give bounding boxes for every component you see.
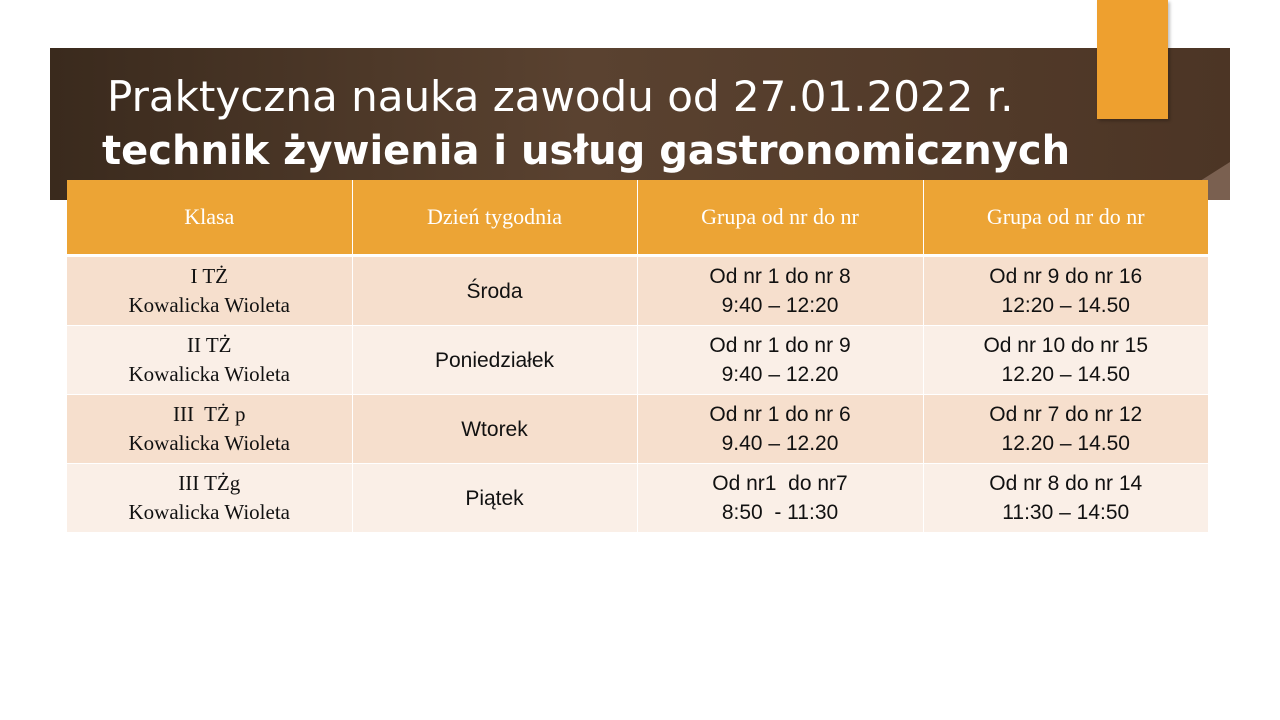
- header-group-1: Grupa od nr do nr: [637, 180, 923, 256]
- class-name: II TŻ: [186, 333, 232, 357]
- day-cell: Poniedziałek: [352, 326, 637, 395]
- table-header-row: [67, 180, 1208, 256]
- group-1-cell: [637, 326, 923, 395]
- header-group-2: Grupa od nr do nr: [923, 180, 1208, 256]
- group-time: 12.20 – 14.50: [1001, 432, 1130, 455]
- class-cell: [67, 395, 352, 464]
- group-time: 9.40 – 12.20: [721, 432, 839, 455]
- table-row: [67, 395, 1208, 464]
- class-cell: [67, 326, 352, 395]
- class-cell: [67, 256, 352, 326]
- day-cell: Wtorek: [352, 395, 637, 464]
- group-range: Od nr 10 do nr 15: [983, 334, 1149, 357]
- title-band: [50, 48, 1230, 200]
- table-row: [67, 326, 1208, 395]
- group-time: 9:40 – 12.20: [721, 363, 839, 386]
- group-range: Od nr 7 do nr 12: [989, 403, 1143, 426]
- group-1-cell: [637, 464, 923, 533]
- group-range: Od nr 1 do nr 9: [709, 334, 851, 357]
- teacher-name: Kowalicka Wioleta: [128, 362, 290, 386]
- group-2-cell: [923, 395, 1208, 464]
- group-time: 9:40 – 12:20: [721, 294, 839, 317]
- day-cell: Piątek: [352, 464, 637, 533]
- group-time: 12.20 – 14.50: [1001, 363, 1130, 386]
- slide-subtitle: technik żywienia i usług gastronomicznych: [102, 128, 1071, 174]
- group-2-cell: [923, 464, 1208, 533]
- group-time: 11:30 – 14:50: [1002, 501, 1130, 524]
- group-range: Od nr 9 do nr 16: [989, 265, 1143, 288]
- group-range: Od nr1 do nr7: [712, 472, 848, 495]
- class-name: III TŻg: [178, 471, 241, 495]
- group-1-cell: [637, 395, 923, 464]
- group-range: Od nr 8 do nr 14: [989, 472, 1143, 495]
- group-time: 12:20 – 14.50: [1001, 294, 1130, 317]
- group-range: Od nr 1 do nr 8: [709, 265, 851, 288]
- class-name: III TŻ p: [172, 402, 246, 426]
- accent-tab: [1097, 0, 1168, 119]
- teacher-name: Kowalicka Wioleta: [128, 431, 290, 455]
- group-range: Od nr 1 do nr 6: [709, 403, 851, 426]
- header-klasa: Klasa: [67, 180, 352, 256]
- day-cell: Środa: [352, 256, 637, 326]
- slide-title: Praktyczna nauka zawodu od 27.01.2022 r.: [107, 72, 1014, 121]
- header-day: Dzień tygodnia: [352, 180, 637, 256]
- group-2-cell: [923, 256, 1208, 326]
- group-1-cell: [637, 256, 923, 326]
- schedule-table: [67, 180, 1208, 533]
- table-row: [67, 256, 1208, 326]
- table-row: [67, 464, 1208, 533]
- class-cell: [67, 464, 352, 533]
- group-time: 8:50 - 11:30: [721, 501, 839, 524]
- group-2-cell: [923, 326, 1208, 395]
- class-name: I TŻ: [190, 264, 229, 288]
- teacher-name: Kowalicka Wioleta: [128, 500, 290, 524]
- teacher-name: Kowalicka Wioleta: [128, 293, 290, 317]
